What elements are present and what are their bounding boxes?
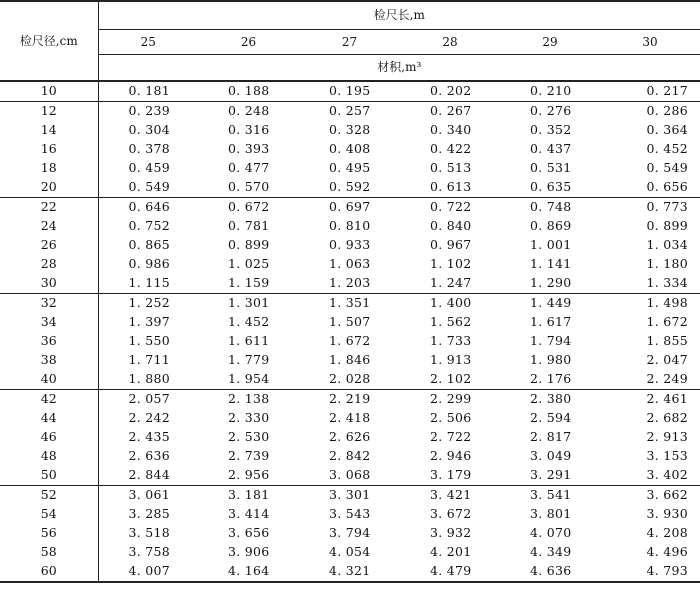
table-row <box>0 274 700 294</box>
volume-cell: 1. 203 <box>329 275 371 291</box>
table-row <box>0 159 700 178</box>
volume-cell: 3. 518 <box>128 525 171 541</box>
volume-cell: 2. 506 <box>430 410 472 426</box>
volume-cell: 0. 646 <box>98 198 198 218</box>
volume-cell: 1. 617 <box>530 314 572 330</box>
volume-cell: 1. 711 <box>128 352 171 368</box>
volume-cell: 3. 181 <box>198 486 299 506</box>
volume-cell: 3. 068 <box>329 467 371 483</box>
table-row <box>0 447 700 466</box>
volume-cell: 3. 543 <box>329 506 371 522</box>
diameter-cell: 44 <box>0 409 98 428</box>
volume-cell: 2. 057 <box>98 390 198 410</box>
volume-cell: 0. 239 <box>98 102 198 122</box>
diameter-cell: 30 <box>0 274 98 294</box>
volume-cell: 3. 656 <box>228 525 270 541</box>
diameter-cell: 14 <box>0 121 98 140</box>
volume-cell: 0. 286 <box>600 102 700 122</box>
volume-cell: 1. 672 <box>329 333 371 349</box>
volume-cell: 0. 899 <box>646 218 689 234</box>
diameter-cell: 22 <box>0 198 98 218</box>
volume-cell: 2. 249 <box>646 371 689 387</box>
table-row <box>0 466 700 486</box>
volume-cell: 0. 781 <box>228 218 270 234</box>
length-header-cell: 27 <box>299 29 400 54</box>
volume-cell: 4. 793 <box>600 562 700 582</box>
volume-cell: 4. 636 <box>500 562 600 582</box>
table-row <box>0 390 700 410</box>
volume-cell: 0. 570 <box>228 179 270 195</box>
volume-cell: 1. 779 <box>228 352 270 368</box>
volume-cell: 2. 842 <box>329 448 371 464</box>
volume-cell: 0. 378 <box>128 141 171 157</box>
volume-cell: 0. 459 <box>128 160 171 176</box>
volume-cell: 0. 257 <box>299 102 400 122</box>
volume-cell: 1. 672 <box>646 314 689 330</box>
volume-cell: 3. 061 <box>98 486 198 506</box>
volume-cell: 1. 034 <box>646 237 689 253</box>
volume-cell: 1. 846 <box>329 352 371 368</box>
volume-cell: 0. 217 <box>646 83 689 99</box>
volume-cell: 4. 321 <box>299 562 400 582</box>
volume-cell: 0. 810 <box>329 218 371 234</box>
volume-cell: 3. 153 <box>646 448 689 464</box>
diameter-cell: 18 <box>0 159 98 178</box>
table-row <box>0 562 700 582</box>
table-row <box>0 332 700 351</box>
table-row <box>0 351 700 370</box>
volume-cell: 1. 954 <box>228 371 270 387</box>
volume-cell: 1. 400 <box>400 294 500 314</box>
volume-cell: 3. 758 <box>128 544 171 560</box>
volume-cell: 4. 201 <box>430 544 472 560</box>
volume-cell: 0. 248 <box>198 102 299 122</box>
volume-cell: 1. 855 <box>646 333 689 349</box>
length-header-cell: 28 <box>400 29 500 54</box>
volume-cell: 1. 025 <box>228 256 270 272</box>
volume-cell: 0. 495 <box>329 160 371 176</box>
diameter-cell: 54 <box>0 505 98 524</box>
table-row <box>0 198 700 218</box>
volume-cell: 0. 477 <box>228 160 270 176</box>
volume-cell: 3. 932 <box>430 525 472 541</box>
table-row <box>0 217 700 236</box>
volume-cell: 0. 592 <box>329 179 371 195</box>
volume-cell: 0. 422 <box>430 141 472 157</box>
length-header-cell: 30 <box>600 29 700 54</box>
volume-cell: 2. 817 <box>530 429 572 445</box>
volume-cell: 3. 906 <box>228 544 270 560</box>
volume-cell: 2. 435 <box>128 429 171 445</box>
volume-cell: 0. 316 <box>228 122 270 138</box>
volume-cell: 0. 672 <box>198 198 299 218</box>
volume-cell: 0. 340 <box>430 122 472 138</box>
volume-cell: 1. 351 <box>299 294 400 314</box>
volume-cell: 0. 748 <box>500 198 600 218</box>
length-header-cell: 26 <box>198 29 299 54</box>
volume-cell: 3. 794 <box>329 525 371 541</box>
table-row <box>0 486 700 506</box>
table-row <box>0 255 700 274</box>
volume-cell: 1. 301 <box>198 294 299 314</box>
volume-cell: 2. 530 <box>228 429 270 445</box>
volume-cell: 0. 276 <box>500 102 600 122</box>
volume-cell: 2. 242 <box>128 410 171 426</box>
table-row <box>0 505 700 524</box>
volume-cell: 0. 408 <box>329 141 371 157</box>
diameter-cell: 32 <box>0 294 98 314</box>
volume-cell: 4. 208 <box>646 525 689 541</box>
volume-cell: 1. 334 <box>646 275 689 291</box>
length-header-cell: 29 <box>500 29 600 54</box>
table-body <box>0 81 700 582</box>
volume-cell: 3. 930 <box>646 506 689 522</box>
column-header-length: 检尺长,m <box>98 1 700 29</box>
volume-cell: 1. 498 <box>600 294 700 314</box>
volume-cell: 0. 452 <box>646 141 689 157</box>
volume-cell: 2. 102 <box>430 371 472 387</box>
volume-cell: 1. 449 <box>500 294 600 314</box>
table-row <box>0 370 700 390</box>
volume-cell: 2. 219 <box>299 390 400 410</box>
volume-cell: 1. 397 <box>128 314 171 330</box>
volume-cell: 1. 115 <box>128 275 171 291</box>
diameter-cell: 28 <box>0 255 98 274</box>
volume-cell: 0. 722 <box>400 198 500 218</box>
volume-cell: 1. 252 <box>98 294 198 314</box>
volume-cell: 1. 562 <box>430 314 472 330</box>
volume-cell: 1. 180 <box>646 256 689 272</box>
volume-cell: 3. 291 <box>530 467 572 483</box>
diameter-cell: 10 <box>0 81 98 102</box>
table-row <box>0 313 700 332</box>
volume-cell: 3. 402 <box>646 467 689 483</box>
diameter-cell: 60 <box>0 562 98 582</box>
volume-cell: 0. 364 <box>646 122 689 138</box>
volume-cell: 0. 393 <box>228 141 270 157</box>
diameter-cell: 36 <box>0 332 98 351</box>
volume-cell: 4. 479 <box>400 562 500 582</box>
volume-cell: 1. 794 <box>530 333 572 349</box>
table-row <box>0 102 700 122</box>
volume-cell: 0. 210 <box>530 83 572 99</box>
volume-cell: 0. 967 <box>430 237 472 253</box>
table-row <box>0 121 700 140</box>
volume-cell: 1. 290 <box>530 275 572 291</box>
volume-cell: 2. 299 <box>400 390 500 410</box>
column-header-volume: 材积,m³ <box>98 54 700 81</box>
diameter-cell: 48 <box>0 447 98 466</box>
volume-cell: 0. 267 <box>400 102 500 122</box>
volume-cell: 0. 195 <box>329 83 371 99</box>
volume-cell: 0. 933 <box>329 237 371 253</box>
volume-cell: 1. 063 <box>329 256 371 272</box>
volume-cell: 0. 328 <box>329 122 371 138</box>
diameter-cell: 58 <box>0 543 98 562</box>
table-row <box>0 409 700 428</box>
volume-cell: 4. 054 <box>329 544 371 560</box>
volume-cell: 4. 070 <box>530 525 572 541</box>
volume-cell: 0. 549 <box>646 160 689 176</box>
volume-cell: 1. 141 <box>530 256 572 272</box>
volume-cell: 3. 179 <box>430 467 472 483</box>
table-row <box>0 140 700 159</box>
volume-cell: 1. 611 <box>228 333 270 349</box>
diameter-cell: 34 <box>0 313 98 332</box>
volume-cell: 0. 752 <box>128 218 171 234</box>
volume-cell: 2. 722 <box>430 429 472 445</box>
volume-cell: 2. 594 <box>530 410 572 426</box>
volume-cell: 4. 007 <box>98 562 198 582</box>
volume-cell: 1. 102 <box>430 256 472 272</box>
volume-cell: 0. 697 <box>299 198 400 218</box>
volume-cell: 2. 461 <box>600 390 700 410</box>
volume-cell: 4. 349 <box>530 544 572 560</box>
volume-cell: 1. 880 <box>128 371 171 387</box>
diameter-cell: 24 <box>0 217 98 236</box>
volume-cell: 0. 869 <box>530 218 572 234</box>
diameter-cell: 12 <box>0 102 98 122</box>
volume-cell: 0. 865 <box>128 237 171 253</box>
volume-cell: 2. 956 <box>228 467 270 483</box>
table-row <box>0 524 700 543</box>
table-header <box>0 1 700 81</box>
volume-cell: 4. 164 <box>198 562 299 582</box>
volume-cell: 3. 662 <box>600 486 700 506</box>
volume-cell: 0. 635 <box>530 179 572 195</box>
volume-cell: 0. 437 <box>530 141 572 157</box>
volume-cell: 2. 739 <box>228 448 270 464</box>
volume-cell: 3. 541 <box>500 486 600 506</box>
volume-cell: 2. 047 <box>646 352 689 368</box>
volume-cell: 1. 159 <box>228 275 270 291</box>
volume-cell: 0. 656 <box>646 179 689 195</box>
diameter-cell: 20 <box>0 178 98 198</box>
volume-cell: 2. 626 <box>329 429 371 445</box>
volume-cell: 0. 352 <box>530 122 572 138</box>
volume-cell: 1. 001 <box>530 237 572 253</box>
volume-cell: 2. 636 <box>128 448 171 464</box>
volume-cell: 2. 176 <box>530 371 572 387</box>
diameter-cell: 38 <box>0 351 98 370</box>
volume-cell: 0. 613 <box>430 179 472 195</box>
diameter-cell: 52 <box>0 486 98 506</box>
volume-cell: 3. 672 <box>430 506 472 522</box>
diameter-cell: 42 <box>0 390 98 410</box>
length-header-cell: 25 <box>98 29 198 54</box>
volume-cell: 2. 418 <box>329 410 371 426</box>
volume-cell: 1. 247 <box>430 275 472 291</box>
volume-cell: 3. 414 <box>228 506 270 522</box>
volume-cell: 0. 202 <box>430 83 472 99</box>
volume-cell: 1. 980 <box>530 352 572 368</box>
length-values-row <box>0 29 700 54</box>
volume-cell: 1. 452 <box>228 314 270 330</box>
volume-cell: 2. 138 <box>198 390 299 410</box>
volume-cell: 0. 840 <box>430 218 472 234</box>
volume-cell: 0. 304 <box>128 122 171 138</box>
volume-cell: 2. 330 <box>228 410 270 426</box>
table-row <box>0 178 700 198</box>
volume-cell: 3. 801 <box>530 506 572 522</box>
volume-cell: 2. 913 <box>646 429 689 445</box>
diameter-cell: 56 <box>0 524 98 543</box>
volume-cell: 0. 899 <box>228 237 270 253</box>
volume-cell: 0. 513 <box>430 160 472 176</box>
table-row <box>0 81 700 102</box>
volume-cell: 2. 380 <box>500 390 600 410</box>
volume-cell: 3. 285 <box>128 506 171 522</box>
volume-cell: 2. 844 <box>128 467 171 483</box>
diameter-cell: 46 <box>0 428 98 447</box>
volume-cell: 2. 946 <box>430 448 472 464</box>
volume-cell: 0. 188 <box>228 83 270 99</box>
volume-cell: 0. 181 <box>128 83 171 99</box>
table-row <box>0 543 700 562</box>
volume-cell: 0. 773 <box>600 198 700 218</box>
volume-cell: 4. 496 <box>646 544 689 560</box>
table-row <box>0 236 700 255</box>
volume-cell: 3. 301 <box>299 486 400 506</box>
volume-cell: 1. 507 <box>329 314 371 330</box>
table-row <box>0 428 700 447</box>
volume-cell: 0. 986 <box>128 256 171 272</box>
volume-cell: 3. 421 <box>400 486 500 506</box>
volume-cell: 3. 049 <box>530 448 572 464</box>
diameter-cell: 50 <box>0 466 98 486</box>
diameter-cell: 26 <box>0 236 98 255</box>
volume-cell: 0. 549 <box>128 179 171 195</box>
volume-cell: 0. 531 <box>530 160 572 176</box>
diameter-cell: 40 <box>0 370 98 390</box>
row-header-diameter: 检尺径,cm <box>0 1 98 81</box>
volume-cell: 1. 913 <box>430 352 472 368</box>
diameter-cell: 16 <box>0 140 98 159</box>
volume-cell: 2. 028 <box>329 371 371 387</box>
table-row <box>0 294 700 314</box>
volume-cell: 1. 733 <box>430 333 472 349</box>
volume-cell: 2. 682 <box>646 410 689 426</box>
volume-cell: 1. 550 <box>128 333 171 349</box>
